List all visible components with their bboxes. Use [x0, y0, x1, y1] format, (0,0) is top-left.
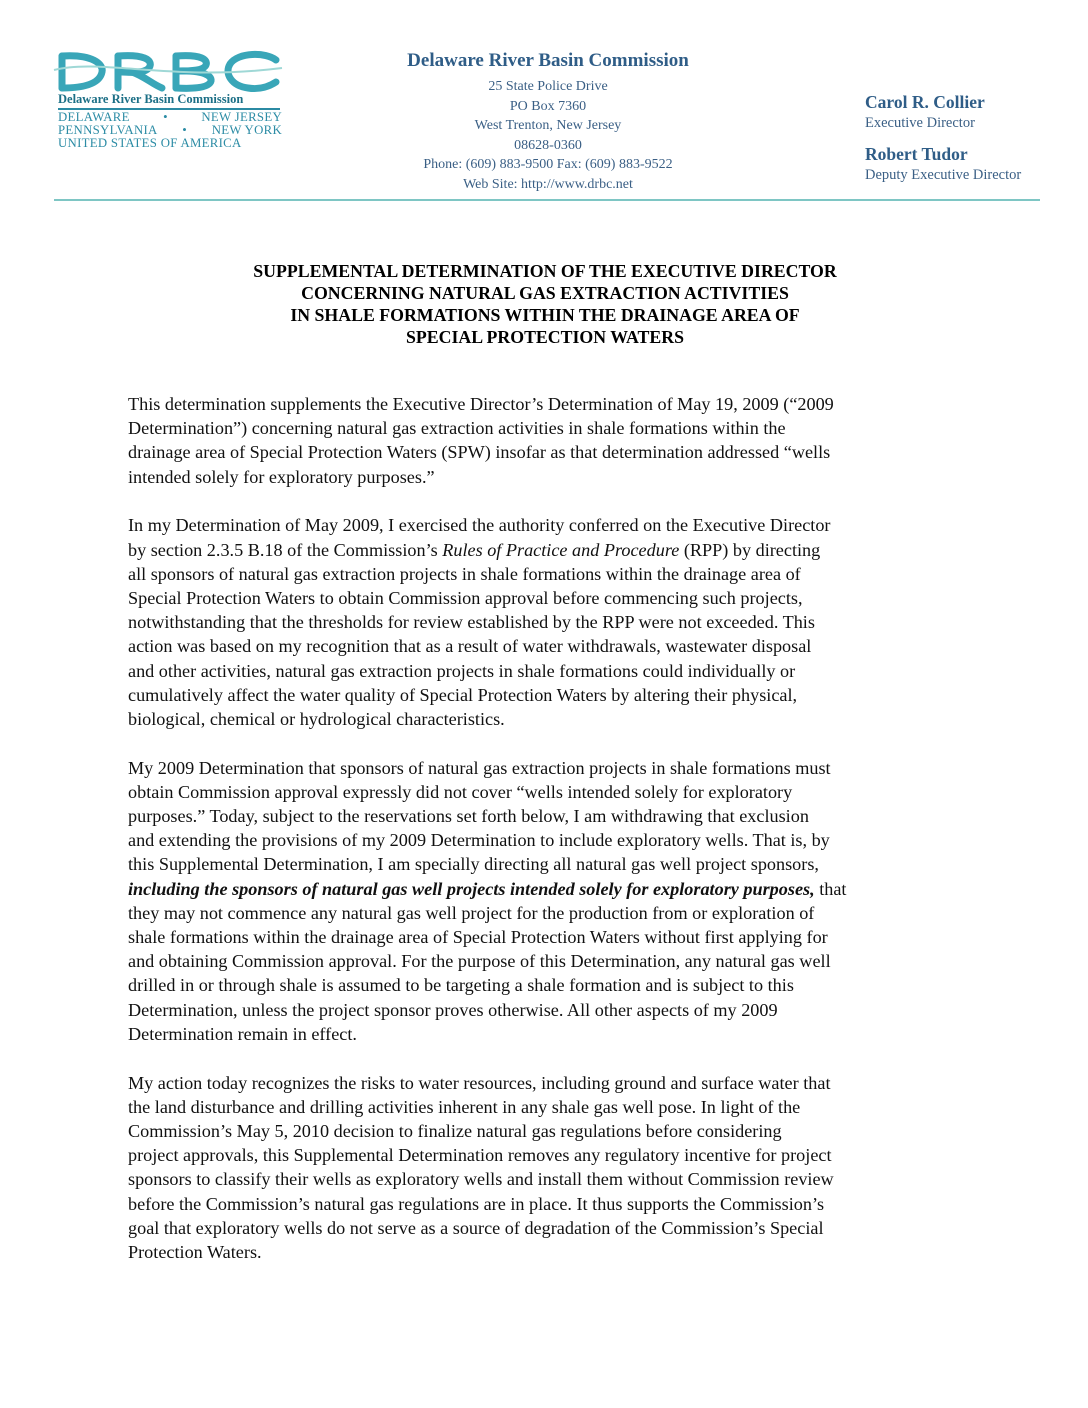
title-line: SUPPLEMENTAL DETERMINATION OF THE EXECUTIVE DIRECTOR [253, 261, 837, 281]
address-line: 25 State Police Drive [488, 79, 608, 94]
text-line: obtain Commission approval expressly did not cover “wells intended solely for exploratory [128, 781, 793, 802]
title-line: CONCERNING NATURAL GAS EXTRACTION ACTIVITIES [301, 283, 789, 303]
phone-fax-line: Phone: (609) 883-9500 Fax: (609) 883-9522 [423, 157, 673, 172]
organization-name: Delaware River Basin Commission [407, 50, 689, 71]
deputy-director-name: Robert Tudor [865, 144, 968, 164]
website-line: Web Site: http://www.drbc.net [463, 176, 633, 192]
title-line: IN SHALE FORMATIONS WITHIN THE DRAINAGE AREA OF [290, 305, 800, 325]
text-line: and other activities, natural gas extraction projects in shale formations could individually or [128, 660, 796, 681]
text-line: action was based on my recognition that as a result of water withdrawals, wastewater disposal [128, 636, 812, 657]
address-line: PO Box 7360 [509, 98, 587, 114]
executive-director-title: Executive Director [865, 115, 975, 131]
officials-block [865, 92, 1085, 184]
text-line: Determination remain in effect. [128, 1023, 357, 1044]
text-line: cumulatively affect the water quality of Special Protection Waters by altering their physical, [128, 684, 798, 705]
text-line: the land disturbance and drilling activities inherent in any shale gas well pose. In light of the [128, 1096, 801, 1117]
drbc-monogram-icon [52, 48, 284, 94]
executive-director-name: Carol R. Collier [865, 92, 985, 112]
text-line: shale formations within the drainage area of Special Protection Waters without first applying for [128, 927, 828, 948]
drbc-logo [52, 48, 284, 156]
text-line: purposes.” Today, subject to the reservations set forth below, I am withdrawing that exclusion [128, 806, 809, 827]
text-line: sponsors to classify their wells as exploratory wells and install them without Commission review [128, 1169, 834, 1190]
paragraph-1 [128, 392, 962, 489]
logo-bullet: • [182, 123, 188, 137]
text-line: Commission’s May 5, 2010 decision to finalize natural gas regulations before considering [128, 1120, 782, 1141]
text-line: intended solely for exploratory purposes.” [128, 466, 435, 487]
header-divider [54, 199, 1040, 201]
text-line: project approvals, this Supplemental Determination removes any regulatory incentive for project [128, 1145, 832, 1166]
paragraph-4 [128, 1071, 962, 1265]
letterhead [0, 0, 1088, 205]
logo-states-row [58, 137, 282, 150]
text-line: Special Protection Waters to obtain Commission approval before commencing such projects, [128, 587, 803, 608]
organization-block [378, 50, 718, 194]
logo-state: DELAWARE [58, 110, 130, 124]
text-line: My 2009 Determination that sponsors of natural gas extraction projects in shale formations must [128, 757, 831, 778]
text-line: before the Commission’s natural gas regulations are in place. It thus supports the Commission’s [128, 1193, 825, 1214]
text-line [128, 877, 962, 901]
text-line: Determination”) concerning natural gas extraction activities in shale formations within the [128, 418, 786, 439]
document-body [128, 392, 962, 1289]
deputy-director-title: Deputy Executive Director [865, 167, 1022, 183]
title-line: SPECIAL PROTECTION WATERS [406, 327, 684, 347]
text-line: this Supplemental Determination, I am specially directing all natural gas well project sponsors, [128, 854, 819, 875]
text-line: biological, chemical or hydrological characteristics. [128, 708, 505, 729]
text-line: goal that exploratory wells do not serve as a source of degradation of the Commission’s Special [128, 1217, 824, 1238]
logo-bullet: • [163, 110, 168, 124]
text-line [128, 538, 962, 562]
paragraph-2 [128, 513, 962, 731]
text-line: and obtaining Commission approval. For the purpose of this Determination, any natural gas well [128, 951, 831, 972]
address-line: 08628-0360 [514, 137, 582, 153]
rpp-title: Rules of Practice and Procedure [442, 539, 680, 560]
text-line: drainage area of Special Protection Waters (SPW) insofar as that determination addressed “wells [128, 442, 831, 463]
logo-state: NEW JERSEY [201, 110, 282, 124]
emphasized-text: including the sponsors of natural gas well projects intended solely for exploratory purposes, [128, 878, 815, 899]
text-line: drilled in or through shale is assumed to be targeting a shale formation and is subject to this [128, 975, 794, 996]
text-segment: that [814, 878, 847, 899]
document-title [128, 260, 962, 348]
text-line: and extending the provisions of my 2009 Determination to include exploratory wells. That is, by [128, 830, 830, 851]
logo-state: PENNSYLVANIA [58, 123, 158, 137]
text-segment: by section 2.3.5 B.18 of the Commission’s [128, 539, 443, 560]
text-line: notwithstanding that the thresholds for review established by the RPP were not exceeded. This [128, 612, 815, 633]
logo-states [58, 111, 282, 150]
text-line: Determination, unless the project sponsor proves otherwise. All other aspects of my 2009 [128, 999, 778, 1020]
text-line: Protection Waters. [128, 1242, 262, 1262]
text-line: they may not commence any natural gas well project for the production from or exploration of [128, 902, 815, 923]
logo-state: NEW YORK [211, 123, 282, 137]
address-line: West Trenton, New Jersey [474, 118, 622, 133]
text-segment: (RPP) by directing [679, 539, 821, 560]
paragraph-3 [128, 756, 962, 1046]
text-line: In my Determination of May 2009, I exercised the authority conferred on the Executive Director [128, 515, 831, 536]
text-line: My action today recognizes the risks to water resources, including ground and surface water that [128, 1072, 831, 1093]
text-line: This determination supplements the Executive Director’s Determination of May 19, 2009 (“2009 [128, 394, 834, 414]
logo-country: UNITED STATES OF AMERICA [58, 136, 242, 150]
logo-name: Delaware River Basin Commission [58, 92, 244, 106]
text-line: all sponsors of natural gas extraction projects in shale formations within the drainage area of [128, 563, 801, 584]
